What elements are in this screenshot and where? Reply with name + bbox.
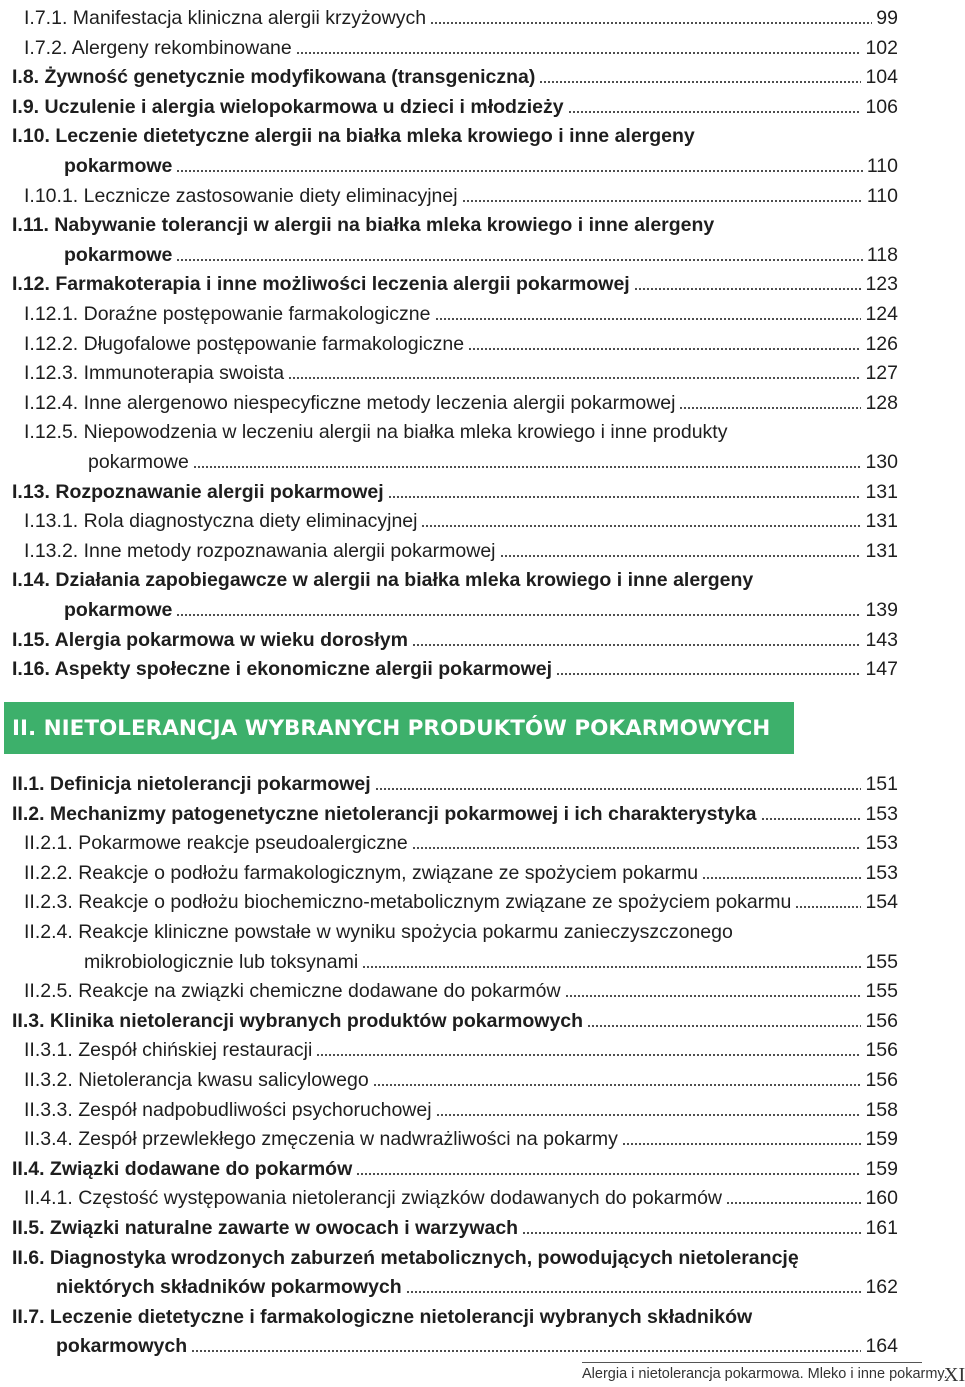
toc-entry-title: I.9. Uczulenie i alergia wielopokarmowa u dzieci i młodzieży — [12, 95, 564, 118]
toc-entry-title: pokarmowe — [64, 155, 173, 177]
toc-entry-title: pokarmowe — [64, 599, 173, 621]
toc-entry-title: I.7.1. Manifestacja kliniczna alergii krzyżowych — [24, 7, 427, 29]
toc-entry-title: II.5. Związki naturalne zawarte w owocach i warzywach — [12, 1217, 519, 1239]
dot-leader — [500, 555, 862, 557]
page-number: XI — [944, 1364, 965, 1386]
toc-entry-line — [24, 1032, 898, 1061]
toc-entry-line — [12, 118, 695, 147]
toc-page-number: 110 — [866, 155, 898, 177]
toc-entry-title: II.1. Definicja nietolerancji pokarmowej — [12, 773, 371, 795]
toc-entry-line — [12, 562, 753, 591]
toc-entry-title: II.2.3. Reakcje o podłożu biochemiczno-metabolicznym związane ze spożyciem pokarmu — [24, 891, 792, 914]
toc-entry-title: I.12.4. Inne alergenowo niespecyficzne metody leczenia alergii pokarmowej — [24, 391, 676, 414]
toc-page-number: 110 — [866, 184, 898, 207]
toc-entry-title: II.3.1. Zespół chińskiej restauracji — [24, 1039, 313, 1062]
toc-page-number: 130 — [865, 451, 898, 473]
toc-entry-line — [12, 207, 714, 236]
dot-leader — [430, 22, 872, 24]
toc-entry-line — [12, 766, 898, 795]
dot-leader — [634, 288, 862, 290]
toc-page-number: 151 — [865, 773, 898, 795]
dot-leader — [436, 1114, 862, 1116]
toc-entry-title: II.2.5. Reakcje na związki chemiczne dodawane do pokarmów — [24, 980, 561, 1003]
dot-leader — [679, 407, 861, 409]
toc-entry-line — [64, 237, 898, 266]
toc-entry-line — [12, 474, 898, 503]
dot-leader — [539, 81, 861, 83]
toc-entry-line — [12, 59, 898, 88]
toc-entry-title: pokarmowe — [64, 243, 173, 266]
toc-page-number: 159 — [865, 1128, 898, 1151]
toc-entry-title: I.7.2. Alergeny rekombinowane — [24, 36, 292, 59]
toc-page-number: 102 — [865, 36, 898, 59]
toc-entry-title: pokarmowe — [88, 451, 189, 473]
toc-entry-title: II.2.4. Reakcje kliniczne powstałe w wyniku spożycia pokarmu zanieczyszczonego — [24, 921, 733, 943]
dot-leader — [587, 1025, 861, 1027]
toc-entry-title: II.3. Klinika nietolerancji wybranych produktów pokarmowych — [12, 1009, 584, 1032]
toc-entry-title: I.16. Aspekty społeczne i ekonomiczne alergii pokarmowej — [12, 658, 553, 681]
toc-entry-title: I.13. Rozpoznawanie alergii pokarmowej — [12, 480, 384, 503]
toc-page-number: 127 — [865, 362, 898, 385]
toc-entry-title: II.7. Leczenie dietetyczne i farmakologiczne nietolerancji wybranych składników — [12, 1305, 753, 1328]
dot-leader — [176, 614, 861, 616]
toc-entry-title: I.13.1. Rola diagnostyczna diety eliminacyjnej — [24, 510, 418, 533]
toc-page-number: 104 — [865, 66, 898, 89]
toc-entry-line — [12, 796, 898, 825]
toc-entry-title: I.11. Nabywanie tolerancji w alergii na białka mleka krowiego i inne alergeny — [12, 214, 715, 237]
toc-entry-line — [24, 825, 898, 854]
toc-page-number: 164 — [865, 1335, 898, 1358]
toc-page-number: 143 — [865, 628, 898, 651]
toc-entry-title: I.10.1. Lecznicze zastosowanie diety eliminacyjnej — [24, 184, 458, 207]
toc-entry-line — [24, 178, 898, 207]
toc-entry-line — [12, 89, 898, 118]
toc-page-number: 159 — [865, 1157, 898, 1180]
toc-entry-title: II.6. Diagnostyka wrodzonych zaburzeń metabolicznych, powodujących nietolerancję — [12, 1246, 799, 1269]
toc-entry-line — [24, 296, 898, 325]
toc-page-number: 156 — [865, 1069, 898, 1091]
toc-entry-title: I.12.3. Immunoterapia swoista — [24, 362, 285, 385]
toc-entry-line — [56, 1269, 898, 1298]
toc-entry-title: I.8. Żywność genetycznie modyfikowana (transgeniczna) — [12, 66, 536, 89]
toc-page-number: 161 — [865, 1217, 898, 1239]
toc-entry-line — [12, 266, 898, 295]
toc-entry-line — [12, 1240, 799, 1269]
toc-entry-line — [24, 414, 727, 443]
toc-entry-line — [24, 0, 898, 29]
toc-entry-line — [24, 1121, 898, 1150]
dot-leader — [435, 318, 862, 320]
toc-entry-title: pokarmowych — [56, 1335, 188, 1358]
toc-entry-line — [12, 1151, 898, 1180]
toc-entry-title: I.10. Leczenie dietetyczne alergii na białka mleka krowiego i inne alergeny — [12, 125, 695, 148]
dot-leader — [622, 1143, 862, 1145]
toc-page-number: 155 — [865, 980, 898, 1003]
toc-page-number: 147 — [865, 658, 898, 681]
toc-entry-title: II.3.2. Nietolerancja kwasu salicylowego — [24, 1069, 369, 1091]
toc-entry-title: I.13.2. Inne metody rozpoznawania alergii pokarmowej — [24, 539, 496, 562]
toc-page-number: 131 — [865, 480, 898, 503]
toc-entry-line — [24, 1092, 898, 1121]
toc-page-number: 156 — [865, 1039, 898, 1062]
dot-leader — [356, 1173, 861, 1175]
toc-entry-line — [12, 622, 898, 651]
toc-entry-title: I.12. Farmakoterapia i inne możliwości leczenia alergii pokarmowej — [12, 273, 630, 296]
toc-entry-title: I.12.5. Niepowodzenia w leczeniu alergii na białka mleka krowiego i inne produkty — [24, 421, 728, 444]
toc-entry-line — [12, 651, 898, 680]
dot-leader — [522, 1232, 861, 1234]
section-heading-text: II. NIETOLERANCJA WYBRANYCH PRODUKTÓW POKARMOWYCH — [12, 715, 771, 741]
toc-entry-line — [84, 944, 898, 973]
toc-page-number: 99 — [876, 7, 898, 29]
dot-leader — [362, 966, 861, 968]
section-heading-banner — [4, 702, 794, 754]
dot-leader — [193, 466, 862, 468]
toc-page-number: 153 — [865, 832, 898, 855]
toc-page-number: 131 — [865, 539, 898, 562]
toc-entry-title: I.14. Działania zapobiegawcze w alergii na białka mleka krowiego i inne alergeny — [12, 569, 754, 592]
dot-leader — [568, 111, 862, 113]
toc-entry-line — [24, 1062, 898, 1091]
dot-leader — [373, 1084, 862, 1086]
toc-entry-line — [64, 148, 898, 177]
footer-running-title: Alergia i nietolerancja pokarmowa. Mleko i inne pokarmy. — [582, 1366, 948, 1382]
toc-entry-line — [24, 973, 898, 1002]
toc-entry-title: II.4.1. Częstość występowania nietolerancji związków dodawanych do pokarmów — [24, 1187, 723, 1210]
dot-leader — [565, 995, 862, 997]
dot-leader — [468, 348, 861, 350]
toc-page-number: 158 — [865, 1098, 898, 1121]
dot-leader — [176, 170, 863, 172]
toc-entry-title: II.3.4. Zespół przewlekłego zmęczenia w nadwrażliwości na pokarmy — [24, 1128, 618, 1151]
toc-entry-line — [24, 914, 733, 943]
footer-divider — [582, 1362, 922, 1363]
toc-page-number: 123 — [865, 273, 898, 296]
dot-leader — [406, 1291, 862, 1293]
toc-entry-title: I.15. Alergia pokarmowa w wieku dorosłym — [12, 628, 408, 651]
dot-leader — [726, 1202, 861, 1204]
dot-leader — [412, 644, 862, 646]
toc-page-number: 162 — [865, 1276, 898, 1299]
toc-entry-line — [64, 592, 898, 621]
toc-entry-line — [24, 503, 898, 532]
toc-page-number: 156 — [865, 1009, 898, 1032]
toc-page-number: 153 — [865, 861, 898, 884]
dot-leader — [296, 52, 862, 54]
toc-page-number: 124 — [865, 303, 898, 325]
dot-leader — [316, 1054, 861, 1056]
dot-leader — [462, 200, 863, 202]
dot-leader — [412, 847, 862, 849]
toc-entry-line — [24, 385, 898, 414]
toc-entry-title: II.2.1. Pokarmowe reakcje pseudoalergiczne — [24, 832, 408, 855]
toc-entry-line — [88, 444, 898, 473]
toc-page-number: 154 — [865, 891, 898, 914]
toc-entry-line — [56, 1328, 898, 1357]
toc-entry-title: I.12.2. Długofalowe postępowanie farmakologiczne — [24, 332, 465, 355]
toc-entry-line — [24, 884, 898, 913]
toc-entry-title: I.12.1. Doraźne postępowanie farmakologiczne — [24, 303, 431, 325]
dot-leader — [375, 788, 862, 790]
dot-leader — [761, 818, 862, 820]
toc-entry-line — [12, 1210, 898, 1239]
dot-leader — [176, 259, 863, 261]
dot-leader — [421, 525, 861, 527]
toc-entry-line — [24, 855, 898, 884]
toc-page-number: 153 — [865, 802, 898, 825]
toc-entry-title: II.2.2. Reakcje o podłożu farmakologicznym, związane ze spożyciem pokarmu — [24, 861, 699, 884]
toc-page-number: 139 — [865, 599, 898, 621]
toc-entry-title: niektórych składników pokarmowych — [56, 1276, 402, 1299]
toc-entry-line — [24, 1180, 898, 1209]
toc-entry-title: mikrobiologicznie lub toksynami — [84, 950, 359, 973]
toc-page-number: 160 — [865, 1187, 898, 1210]
toc-entry-line — [24, 326, 898, 355]
toc-page-number: 131 — [865, 510, 898, 533]
toc-page-number: 128 — [865, 391, 898, 414]
toc-page-number: 155 — [865, 950, 898, 973]
dot-leader — [191, 1350, 861, 1352]
toc-page-number: 106 — [865, 95, 898, 118]
toc-entry-title: II.2. Mechanizmy patogenetyczne nietolerancji pokarmowej i ich charakterystyka — [12, 802, 757, 825]
toc-entry-line — [12, 1299, 752, 1328]
dot-leader — [556, 673, 861, 675]
dot-leader — [795, 906, 861, 908]
toc-entry-line — [12, 1003, 898, 1032]
toc-entry-title: II.3.3. Zespół nadpobudliwości psychoruchowej — [24, 1098, 432, 1121]
toc-entry-line — [24, 355, 898, 384]
dot-leader — [288, 377, 861, 379]
dot-leader — [388, 496, 862, 498]
toc-page-number: 118 — [866, 243, 898, 266]
dot-leader — [702, 877, 861, 879]
toc-entry-line — [24, 533, 898, 562]
toc-page-number: 126 — [865, 332, 898, 355]
toc-entry-title: II.4. Związki dodawane do pokarmów — [12, 1157, 353, 1180]
toc-entry-line — [24, 30, 898, 59]
